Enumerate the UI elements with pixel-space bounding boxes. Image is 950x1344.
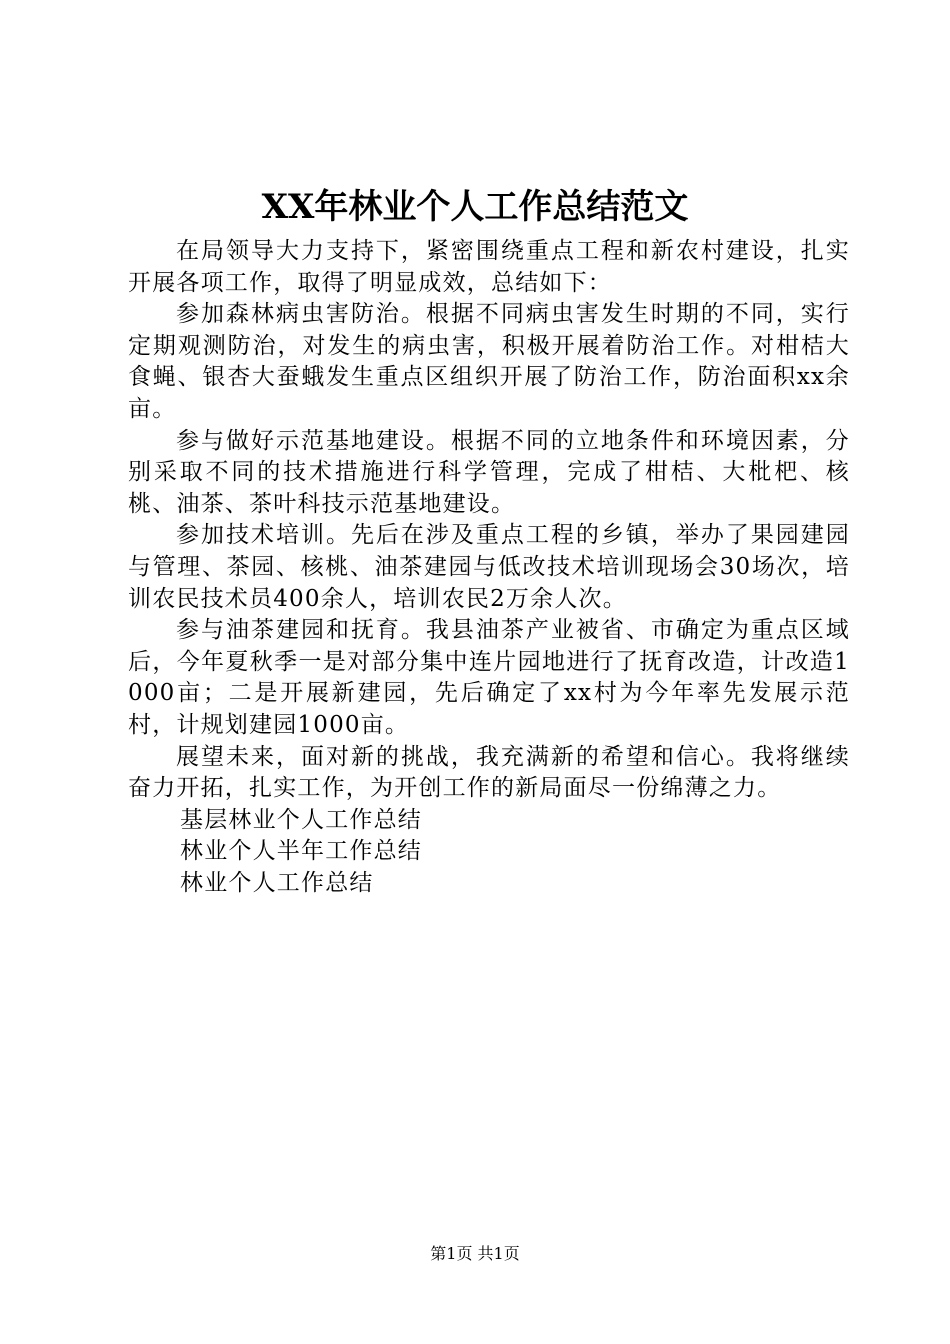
related-link-personal[interactable]: 林业个人工作总结: [180, 869, 374, 896]
page-number-footer: 第1页 共1页: [430, 1244, 520, 1263]
paragraph-intro: 在局领导大力支持下，紧密围绕重点工程和新农村建设，扎实开展各项工作，取得了明显成效，总结如下：: [128, 238, 850, 296]
paragraph-oil-tea: 参与油茶建园和抚育。我县油茶产业被省、市确定为重点区域后，今年夏秋季一是对部分集中连片园地进行了抚育改造，计改造1000亩；二是开展新建园，先后确定了xx村为今年率先发展示范村，计规划建园1000亩。: [128, 617, 850, 738]
related-link-grassroots[interactable]: 基层林业个人工作总结: [180, 806, 422, 833]
document-title: XX年林业个人工作总结范文: [261, 187, 689, 227]
paragraph-outlook: 展望未来，面对新的挑战，我充满新的希望和信心。我将继续奋力开拓，扎实工作，为开创工作的新局面尽一份绵薄之力。: [128, 743, 850, 802]
paragraph-pest-control: 参加森林病虫害防治。根据不同病虫害发生时期的不同，实行定期观测防治，对发生的病虫害，积极开展着防治工作。对柑桔大食蝇、银杏大蚕蛾发生重点区组织开展了防治工作，防治面积xx余亩。: [128, 301, 850, 422]
paragraph-demo-base: 参与做好示范基地建设。根据不同的立地条件和环境因素，分别采取不同的技术措施进行科学管理，完成了柑桔、大枇杷、核桃、油茶、茶叶科技示范基地建设。: [128, 427, 850, 517]
document-body: [128, 236, 850, 899]
paragraph-training: 参加技术培训。先后在涉及重点工程的乡镇，举办了果园建园与管理、茶园、核桃、油茶建园与低改技术培训现场会30场次，培训农民技术员400余人，培训农民2万余人次。: [128, 522, 850, 612]
related-link-half-year[interactable]: 林业个人半年工作总结: [180, 838, 422, 865]
